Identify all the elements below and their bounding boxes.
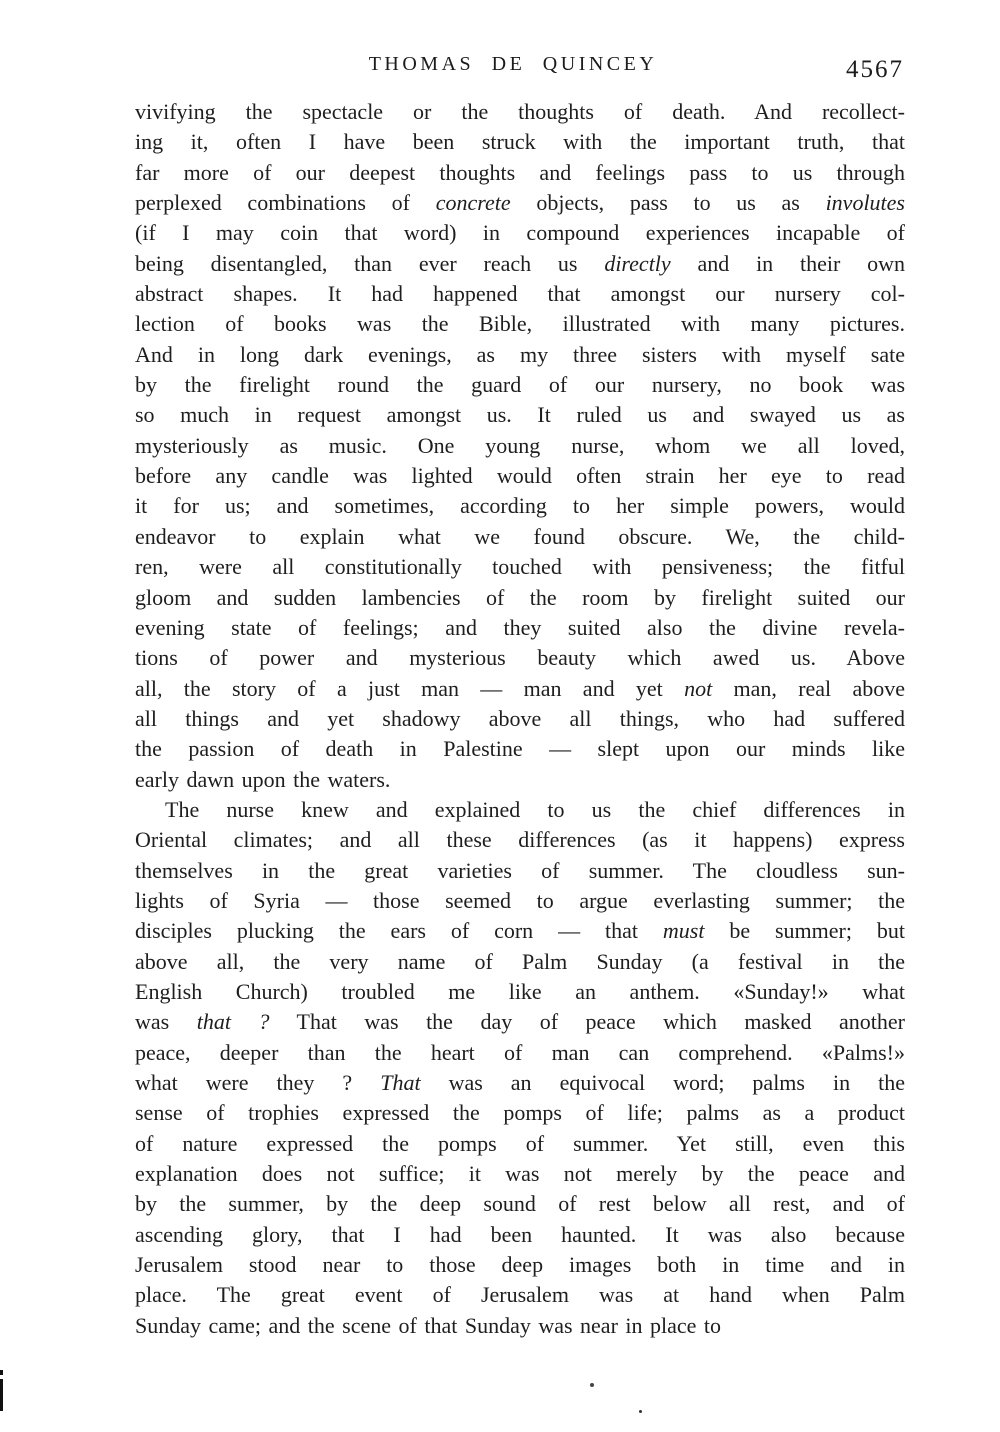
text-line: the passion of death in Palestine — slept upon our minds like <box>135 736 905 762</box>
text-line: being disentangled, than ever reach us directly and in their own <box>135 250 905 276</box>
text-line: explanation does not suffice; it was not merely by the peace and <box>135 1161 905 1187</box>
text-line: ren, were all constitutionally touched with pensiveness; the fitful <box>135 554 905 580</box>
text-line: English Church) troubled me like an anthem. «Sunday!» what <box>135 978 905 1004</box>
text-line: by the firelight round the guard of our nursery, no book was <box>135 372 905 398</box>
text-line: perplexed combinations of concrete objects, pass to us as involutes <box>135 190 905 216</box>
text-line: was that ? That was the day of peace which masked another <box>135 1009 906 1035</box>
running-title: THOMAS DE QUINCEY <box>368 53 658 75</box>
text-line: of nature expressed the pomps of summer. Yet still, even this <box>135 1130 905 1156</box>
page-text <box>135 97 905 1341</box>
text-line: And in long dark evenings, as my three sisters with myself sate <box>135 341 905 367</box>
text-line: ing it, often I have been struck with the important truth, that <box>135 129 905 155</box>
text-line: early dawn upon the waters. <box>135 766 391 792</box>
text-line: themselves in the great varieties of summer. The cloudless sun- <box>135 857 905 883</box>
text-line: abstract shapes. It had happened that amongst our nursery col- <box>135 281 905 307</box>
scan-edge-artifact <box>0 1370 3 1375</box>
text-line: far more of our deepest thoughts and feelings pass to us through <box>135 159 905 185</box>
text-line: before any candle was lighted would often strain her eye to read <box>135 463 905 489</box>
text-line: Sunday came; and the scene of that Sunday was near in place to <box>135 1312 722 1338</box>
text-line: lection of books was the Bible, illustrated with many pictures. <box>135 311 905 337</box>
text-line: by the summer, by the deep sound of rest below all rest, and of <box>135 1191 905 1217</box>
page-number: 4567 <box>846 56 904 83</box>
text-line: Jerusalem stood near to those deep images both in time and in <box>135 1252 905 1278</box>
text-line: all, the story of a just man — man and yet not man, real above <box>135 675 906 701</box>
scan-speck-artifact <box>639 1410 642 1413</box>
text-line: above all, the very name of Palm Sunday (a festival in the <box>135 948 905 974</box>
text-line: all things and yet shadowy above all things, who had suffered <box>135 705 905 731</box>
text-line: disciples plucking the ears of corn — that must be summer; but <box>135 918 905 944</box>
text-line: gloom and sudden lambencies of the room by firelight suited our <box>135 584 905 610</box>
text-line: ascending glory, that I had been haunted. It was also because <box>135 1221 905 1247</box>
text-line: mysteriously as music. One young nurse, whom we all loved, <box>135 432 905 458</box>
scan-speck-artifact <box>590 1383 594 1387</box>
text-line: so much in request amongst us. It ruled us and swayed us as <box>135 402 905 428</box>
text-line: vivifying the spectacle or the thoughts of death. And recollect- <box>135 99 905 124</box>
text-line: (if I may coin that word) in compound experiences incapable of <box>135 220 905 246</box>
text-line: what were they ? That was an equivocal word; palms in the <box>135 1070 905 1095</box>
text-line: place. The great event of Jerusalem was at hand when Palm <box>135 1282 905 1308</box>
text-line: evening state of feelings; and they suited also the divine revela- <box>135 614 905 640</box>
text-line: it for us; and sometimes, according to her simple powers, would <box>135 493 905 519</box>
text-line: Oriental climates; and all these differences (as it happens) express <box>135 827 905 853</box>
text-line: peace, deeper than the heart of man can comprehend. «Palms!» <box>135 1039 905 1065</box>
scan-edge-artifact <box>0 1379 3 1411</box>
text-line: lights of Syria — those seemed to argue everlasting summer; the <box>135 887 905 913</box>
text-line: endeavor to explain what we found obscure. We, the child- <box>135 523 905 549</box>
text-line: The nurse knew and explained to us the chief differences in <box>165 796 905 822</box>
text-line: sense of trophies expressed the pomps of life; palms as a product <box>135 1100 905 1126</box>
text-line: tions of power and mysterious beauty which awed us. Above <box>135 645 905 671</box>
